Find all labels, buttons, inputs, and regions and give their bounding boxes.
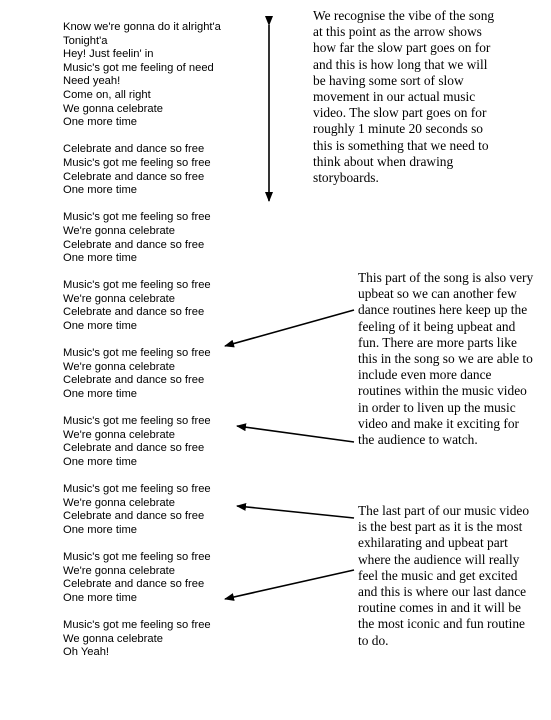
last-part-arrow-1	[237, 506, 354, 518]
lyric-line: Oh Yeah!	[63, 646, 110, 659]
lyric-line: One more time	[63, 116, 137, 129]
lyric-line: We're gonna celebrate	[63, 292, 176, 305]
lyric-line: Hey! Just feelin' in	[63, 48, 154, 61]
lyric-line: Music's got me feeling so free	[63, 156, 211, 169]
upbeat-arrow-1	[225, 310, 354, 346]
lyric-line: Music's got me feeling so free	[63, 347, 211, 360]
lyric-line: Music's got me feeling so free	[63, 483, 211, 496]
lyric-line: Know we're gonna do it alright'a	[63, 21, 221, 33]
lyric-line: Celebrate and dance so free	[63, 306, 205, 319]
lyric-line: Celebrate and dance so free	[63, 510, 205, 523]
lyric-line: One more time	[63, 184, 137, 197]
lyric-line: Music's got me feeling so free	[63, 551, 211, 564]
lyric-line: Celebrate and dance so free	[63, 143, 205, 156]
lyric-line: One more time	[63, 456, 137, 468]
upbeat-arrow-2	[237, 426, 354, 442]
last-part-annotation: The last part of our music video is the best part as it is the most exhilarating and upbeat part where the audience will really feel the music and get excited and this is where our last dance routine comes in and it will be the most iconic and fun routine to do.	[358, 503, 530, 648]
lyric-line: Music's got me feeling so free	[63, 279, 211, 292]
lyric-line: Celebrate and dance so free	[63, 578, 205, 591]
lyric-line: We're gonna celebrate	[63, 428, 176, 441]
lyric-line: Music's got me feeling so free	[63, 619, 211, 632]
lyric-line: Celebrate and dance so free	[63, 238, 205, 251]
slow-part-annotation: We recognise the vibe of the song at this point as the arrow shows how far the slow part goes on for and this is how long that we will be having some sort of slow movement in our actual music video. The slow part goes on for roughly 1 minute 20 seconds so this is something that we need to think about when drawing storyboards.	[313, 8, 495, 186]
lyric-line: Tonight'a	[63, 34, 108, 47]
lyric-line: One more time	[63, 388, 137, 401]
upbeat-part-annotation: This part of the song is also very upbeat so we can another few dance routines here keep up the feeling of it being upbeat and fun. There are more parts like this in the song so we are able to include even more dance routines within the music video in order to liven up the music video and make it exciting for the audience to watch.	[358, 270, 534, 448]
lyric-line: We're gonna celebrate	[63, 564, 176, 577]
lyric-line: We're gonna celebrate	[63, 360, 176, 373]
lyric-line: Music's got me feeling so free	[63, 415, 211, 428]
lyric-line: One more time	[63, 320, 137, 333]
lyric-line: One more time	[63, 591, 137, 604]
lyric-line: Come on, all right	[63, 88, 151, 101]
lyric-line: We gonna celebrate	[63, 102, 163, 115]
lyric-line: We're gonna celebrate	[63, 496, 176, 509]
lyric-line: Music's got me feeling so free	[63, 211, 211, 224]
lyric-line: One more time	[63, 252, 137, 265]
lyric-line: We gonna celebrate	[63, 632, 163, 645]
lyric-line: We're gonna celebrate	[63, 224, 176, 237]
last-part-arrow-2	[225, 570, 354, 599]
lyric-line: Celebrate and dance so free	[63, 442, 205, 455]
lyric-line: Celebrate and dance so free	[63, 374, 205, 387]
lyric-line: Celebrate and dance so free	[63, 170, 205, 183]
lyric-line: Music's got me feeling of need	[63, 61, 214, 74]
lyric-line: One more time	[63, 523, 137, 536]
lyric-line: Need yeah!	[63, 75, 121, 88]
